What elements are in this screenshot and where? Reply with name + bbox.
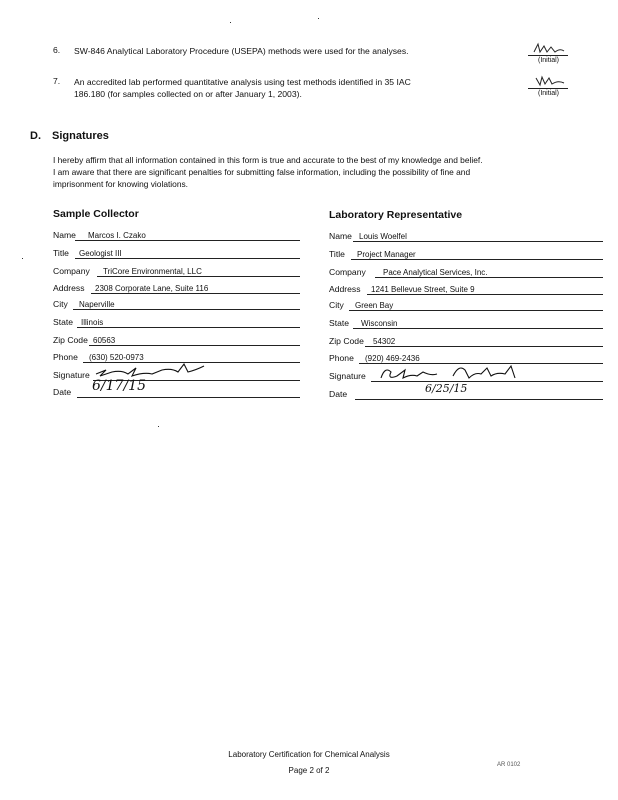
lab-company-line[interactable] [375, 277, 603, 278]
lab-name-line[interactable] [353, 241, 603, 242]
lab-company-row [329, 264, 607, 278]
collector-title-value: Geologist III [79, 249, 122, 258]
collector-title-label: Title [53, 248, 69, 258]
collector-state-value: Illinois [81, 318, 104, 327]
collector-name-row [53, 227, 303, 241]
scan-speck [230, 22, 231, 23]
lab-name-label: Name [329, 231, 352, 241]
collector-name-value: Marcos I. Czako [88, 231, 146, 240]
item-7-line2: 186.180 (for samples collected on or after January 1, 2003). [74, 89, 302, 99]
footer-code: AR 0102 [497, 762, 521, 768]
lab-name-row [329, 228, 607, 242]
lab-title-row [329, 246, 607, 260]
lab-phone-value: (920) 469-2436 [365, 354, 420, 363]
initial-7-label: (Initial) [538, 90, 560, 97]
scan-speck [158, 426, 159, 427]
scan-speck [318, 18, 319, 19]
collector-company-line[interactable] [97, 276, 300, 277]
item-7-number: 7. [53, 76, 61, 86]
lab-company-label: Company [329, 267, 366, 277]
lab-address-row [329, 281, 607, 295]
initial-6-label: (Initial) [538, 57, 560, 64]
collector-heading: Sample Collector [53, 208, 139, 220]
lab-zip-row [329, 333, 607, 347]
lab-address-line[interactable] [367, 294, 603, 295]
affirmation-line-2: I am aware that there are significant penalties for submitting false information, including the possibility of fine and [53, 167, 471, 177]
collector-state-line[interactable] [77, 327, 300, 328]
lab-heading: Laboratory Representative [329, 209, 463, 221]
lab-title-label: Title [329, 249, 345, 259]
lab-signature-image [375, 362, 525, 384]
affirmation-line-1: I hereby affirm that all information contained in this form is true and accurate to the best of my knowledge and belief. [53, 155, 483, 165]
collector-zip-value: 60563 [93, 336, 116, 345]
lab-city-line[interactable] [349, 310, 603, 311]
item-6-text: SW-846 Analytical Laboratory Procedure (USEPA) methods were used for the analyses. [74, 46, 409, 56]
initial-6-line[interactable] [528, 55, 568, 56]
lab-title-value: Project Manager [357, 250, 416, 259]
lab-phone-label: Phone [329, 353, 354, 363]
lab-city-label: City [329, 300, 344, 310]
collector-address-value: 2308 Corporate Lane, Suite 116 [95, 284, 209, 293]
collector-state-row [53, 314, 303, 328]
collector-title-line[interactable] [75, 258, 300, 259]
collector-address-label: Address [53, 283, 85, 293]
scan-speck [22, 258, 23, 259]
collector-name-line[interactable] [75, 240, 300, 241]
lab-address-label: Address [329, 284, 361, 294]
collector-phone-value: (630) 520-0973 [89, 353, 144, 362]
section-title: Signatures [52, 130, 109, 142]
footer-page: Page 2 of 2 [288, 766, 330, 775]
collector-company-value: TriCore Environmental, LLC [103, 267, 202, 276]
affirmation-line-3: imprisonment for knowing violations. [53, 179, 188, 189]
section-letter: D. [30, 130, 41, 142]
lab-city-row [329, 297, 607, 311]
collector-signature-label: Signature [53, 370, 90, 380]
collector-date-row [53, 384, 303, 398]
collector-company-label: Company [53, 266, 90, 276]
collector-phone-label: Phone [53, 352, 78, 362]
lab-company-value: Pace Analytical Services, Inc. [383, 268, 488, 277]
item-6-number: 6. [53, 45, 61, 55]
collector-date-line[interactable] [77, 397, 300, 398]
collector-city-value: Naperville [79, 300, 115, 309]
lab-zip-value: 54302 [373, 337, 396, 346]
collector-city-row [53, 296, 303, 310]
collector-zip-row [53, 332, 303, 346]
collector-title-row [53, 245, 303, 259]
lab-state-label: State [329, 318, 350, 328]
footer-title: Laboratory Certification for Chemical Analysis [228, 750, 390, 759]
lab-state-value: Wisconsin [361, 319, 398, 328]
lab-zip-line[interactable] [365, 346, 603, 347]
initial-7-line[interactable] [528, 88, 568, 89]
collector-company-row [53, 263, 303, 277]
collector-zip-label: Zip Code [53, 335, 88, 345]
collector-address-line[interactable] [91, 293, 300, 294]
lab-zip-label: Zip Code [329, 336, 364, 346]
lab-date-row [329, 386, 607, 400]
collector-name-label: Name [53, 230, 76, 240]
lab-state-line[interactable] [353, 328, 603, 329]
collector-address-row [53, 280, 303, 294]
lab-date-line[interactable] [355, 399, 603, 400]
collector-city-line[interactable] [73, 309, 300, 310]
item-7-line1: An accredited lab performed quantitative analysis using test methods identified in 35 IAC [74, 77, 411, 87]
lab-name-value: Louis Woelfel [359, 232, 407, 241]
lab-address-value: 1241 Bellevue Street, Suite 9 [371, 285, 475, 294]
lab-state-row [329, 315, 607, 329]
lab-date-label: Date [329, 389, 348, 399]
collector-city-label: City [53, 299, 68, 309]
lab-date-value: 6/25/15 [425, 382, 468, 395]
collector-state-label: State [53, 317, 74, 327]
collector-date-label: Date [53, 387, 72, 397]
collector-date-value: 6/17/15 [92, 378, 146, 394]
collector-zip-line[interactable] [89, 345, 300, 346]
lab-signature-label: Signature [329, 371, 366, 381]
lab-title-line[interactable] [351, 259, 603, 260]
lab-city-value: Green Bay [355, 301, 394, 310]
